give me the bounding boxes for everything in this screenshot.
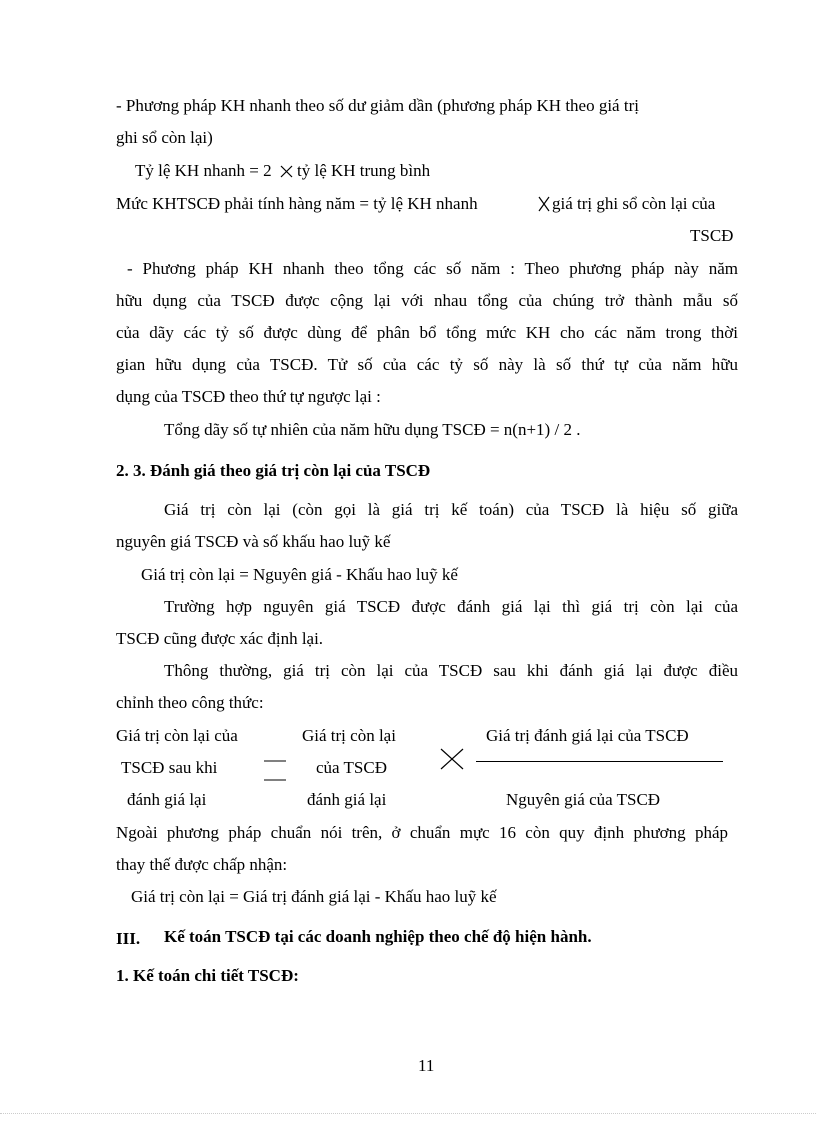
page-number: 11 — [418, 1056, 435, 1075]
section-III-title: Kế toán TSCĐ tại các doanh nghiệp theo chế độ hiện hành. — [164, 927, 592, 946]
formula-col2-line-3: đánh giá lại — [307, 790, 387, 809]
formula-1-left: Tỷ lệ KH nhanh = 2 — [135, 161, 272, 180]
formula-2-continuation: TSCĐ — [690, 226, 734, 245]
para-2-line-3: của dãy các tỷ số được dùng để phân bổ tổng mức KH cho các năm trong thời — [116, 323, 738, 342]
formula-2-right: giá trị ghi sổ còn lại của — [552, 194, 716, 213]
page-bottom-edge — [0, 1113, 816, 1114]
para-2-line-4: gian hữu dụng của TSCĐ. Tử số của các tỷ số này là số thứ tự của năm hữu — [116, 355, 738, 374]
formula-4: Giá trị còn lại = Nguyên giá - Khấu hao luỹ kế — [141, 565, 458, 584]
formula-numerator: Giá trị đánh giá lại của TSCĐ — [486, 726, 689, 745]
formula-denominator: Nguyên giá của TSCĐ — [506, 790, 661, 809]
formula-col1-line-2: TSCĐ sau khi — [121, 758, 218, 777]
para-4-line-1: Trường hợp nguyên giá TSCĐ được đánh giá lại thì giá trị còn lại của — [164, 597, 738, 616]
heading-2-3: 2. 3. Đánh giá theo giá trị còn lại của TSCĐ — [116, 461, 431, 480]
para-5-line-1: Thông thường, giá trị còn lại của TSCĐ sau khi đánh giá lại được điều — [164, 661, 738, 680]
minus-icon — [263, 758, 287, 784]
multiply-icon — [538, 196, 550, 212]
formula-col2-line-1: Giá trị còn lại — [302, 726, 396, 745]
para-6-line-2: thay thế được chấp nhận: — [116, 855, 288, 874]
formula-col2-line-2: của TSCĐ — [316, 758, 387, 777]
para-1-line-2: ghi sổ còn lại) — [116, 128, 213, 147]
para-2-line-2: hữu dụng của TSCĐ được cộng lại với nhau tổng của chúng trở thành mẫu số — [116, 291, 738, 310]
para-4-line-2: TSCĐ cũng được xác định lại. — [116, 629, 324, 648]
formula-5: Giá trị còn lại = Giá trị đánh giá lại - Khấu hao luỹ kế — [131, 887, 497, 906]
formula-2-left: Mức KHTSCĐ phải tính hàng năm = tỷ lệ KH nhanh — [116, 194, 478, 213]
para-3-line-1: Giá trị còn lại (còn gọi là giá trị kế toán) của TSCĐ là hiệu số giữa — [164, 500, 738, 519]
fraction-bar — [476, 761, 723, 762]
multiply-icon — [440, 748, 464, 770]
formula-col1-line-3: đánh giá lại — [127, 790, 207, 809]
para-2-line-5: dụng của TSCĐ theo thứ tự ngược lại : — [116, 387, 381, 406]
multiply-icon — [280, 165, 293, 178]
formula-1-right: tỷ lệ KH trung bình — [297, 161, 431, 180]
formula-3: Tổng dãy số tự nhiên của năm hữu dụng TSCĐ = n(n+1) / 2 . — [164, 420, 581, 439]
para-1-line-1: - Phương pháp KH nhanh theo số dư giảm dần (phương pháp KH theo giá trị — [116, 96, 639, 115]
para-5-line-2: chỉnh theo công thức: — [116, 693, 264, 712]
formula-col1-line-1: Giá trị còn lại của — [116, 726, 238, 745]
section-III-number: III. — [116, 929, 141, 948]
para-6-line-1: Ngoài phương pháp chuẩn nói trên, ở chuẩn mực 16 còn quy định phương pháp — [116, 823, 728, 842]
para-3-line-2: nguyên giá TSCĐ và số khấu hao luỹ kế — [116, 532, 391, 551]
para-2-line-1: - Phương pháp KH nhanh theo tổng các số năm : Theo phương pháp này năm — [127, 259, 738, 278]
heading-1: 1. Kế toán chi tiết TSCĐ: — [116, 966, 299, 985]
